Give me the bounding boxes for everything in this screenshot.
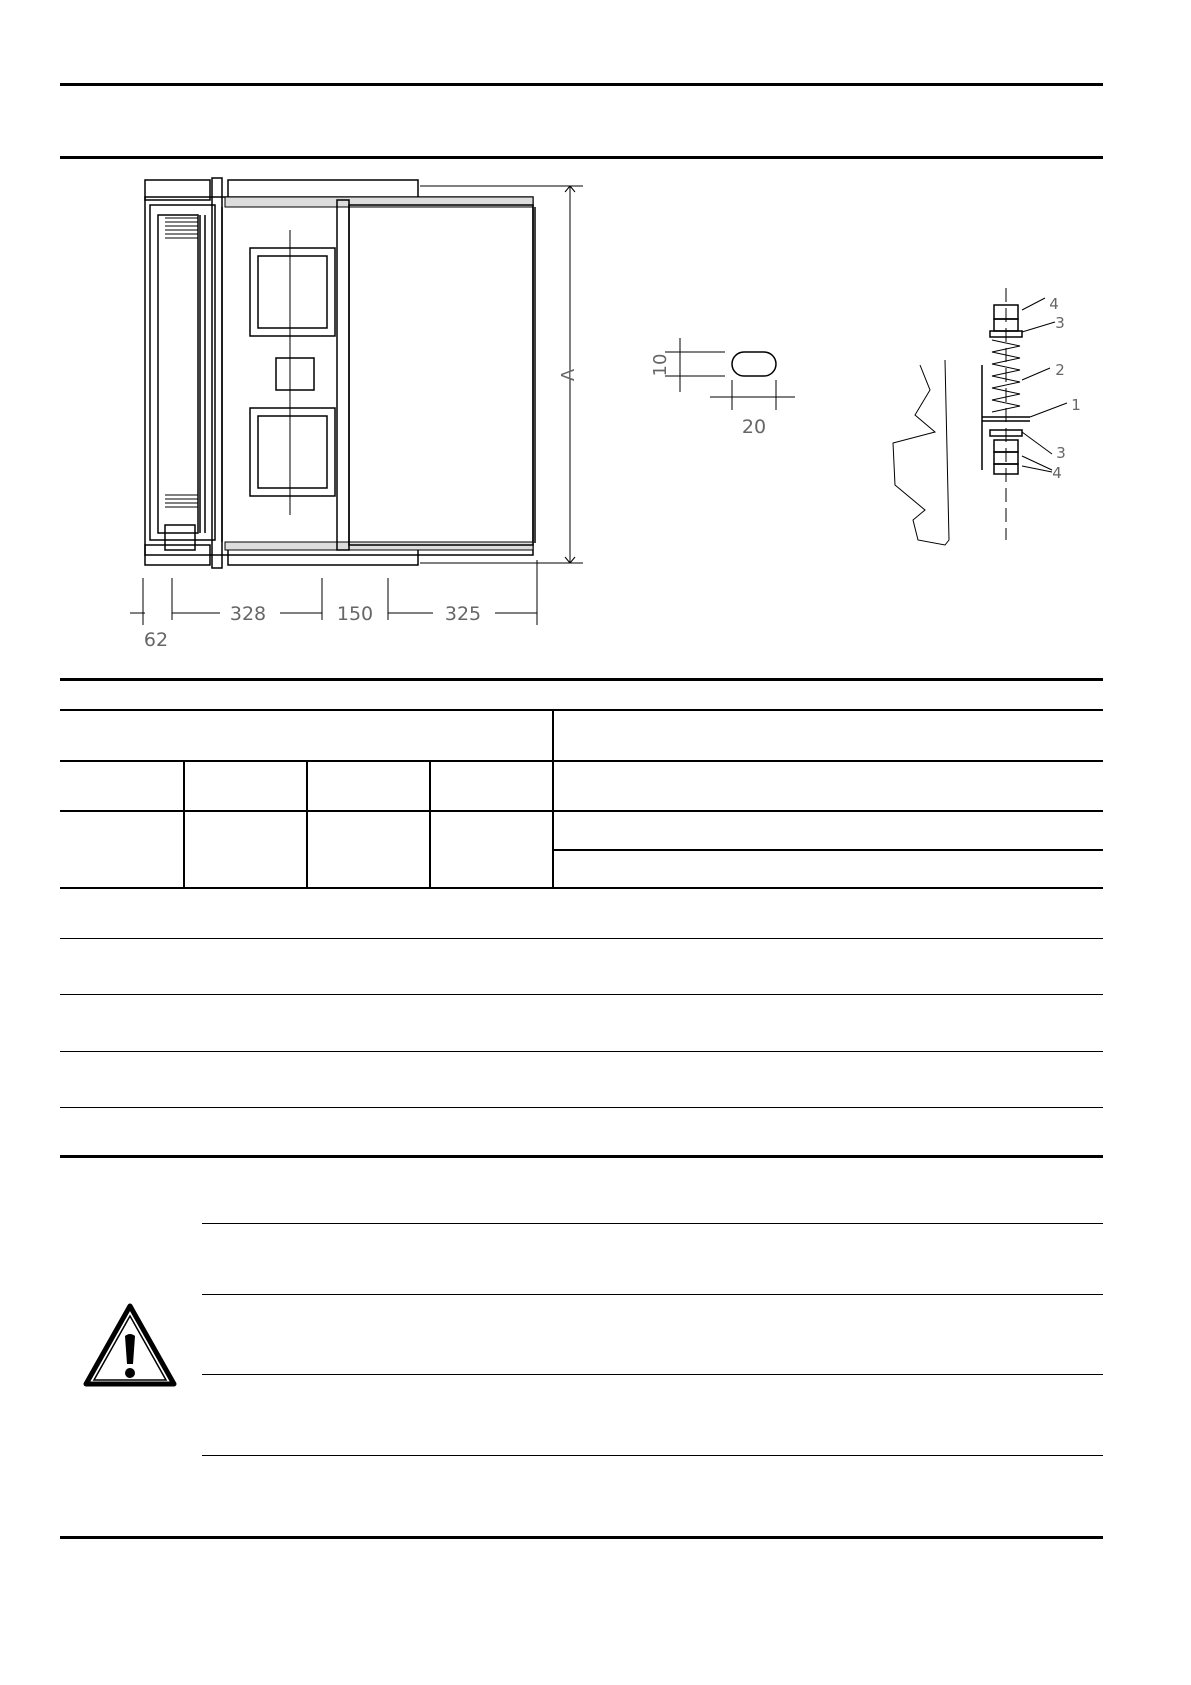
table-rule-4b — [553, 849, 1103, 851]
callout-2: 2 — [1055, 361, 1065, 379]
table-col-divider-3 — [429, 760, 431, 889]
callout-3-top: 3 — [1055, 314, 1065, 332]
table-col-divider-main — [552, 709, 554, 889]
unit-front-view — [145, 178, 535, 568]
table-rule-1 — [60, 678, 1103, 681]
callout-1: 1 — [1071, 396, 1081, 414]
warning-rule-4 — [202, 1455, 1103, 1456]
dimension-328: 328 — [229, 603, 267, 625]
callout-3-bottom: 3 — [1056, 444, 1066, 462]
dimension-150: 150 — [336, 603, 374, 625]
table-rule-2 — [60, 709, 1103, 711]
table-rule-7 — [60, 994, 1103, 995]
table-rule-9 — [60, 1107, 1103, 1108]
table-col-divider-1 — [183, 760, 185, 889]
dimension-325: 325 — [444, 603, 482, 625]
warning-rule-2 — [202, 1294, 1103, 1295]
warning-rule-3 — [202, 1374, 1103, 1375]
technical-drawing — [0, 160, 1191, 680]
dimension-62: 62 — [143, 629, 169, 651]
callout-4-top: 4 — [1049, 295, 1059, 313]
table-rule-8 — [60, 1051, 1103, 1052]
vibration-mount-detail — [893, 288, 1067, 545]
table-rule-5 — [60, 887, 1103, 889]
table-rule-4 — [60, 810, 1103, 812]
table-rule-10 — [60, 1155, 1103, 1158]
slot-height: 10 — [650, 353, 671, 377]
slot-detail — [665, 338, 795, 410]
callout-4-bottom: 4 — [1052, 464, 1062, 482]
table-rule-3 — [60, 760, 1103, 762]
header-rule-top — [60, 83, 1103, 86]
warning-rule-1 — [202, 1223, 1103, 1224]
header-rule-bottom — [60, 156, 1103, 159]
table-rule-6 — [60, 938, 1103, 939]
slot-width: 20 — [741, 416, 767, 438]
dimension-a: A — [558, 368, 579, 382]
footer-rule — [60, 1536, 1103, 1539]
table-col-divider-2 — [306, 760, 308, 889]
warning-triangle-icon — [80, 1300, 180, 1390]
